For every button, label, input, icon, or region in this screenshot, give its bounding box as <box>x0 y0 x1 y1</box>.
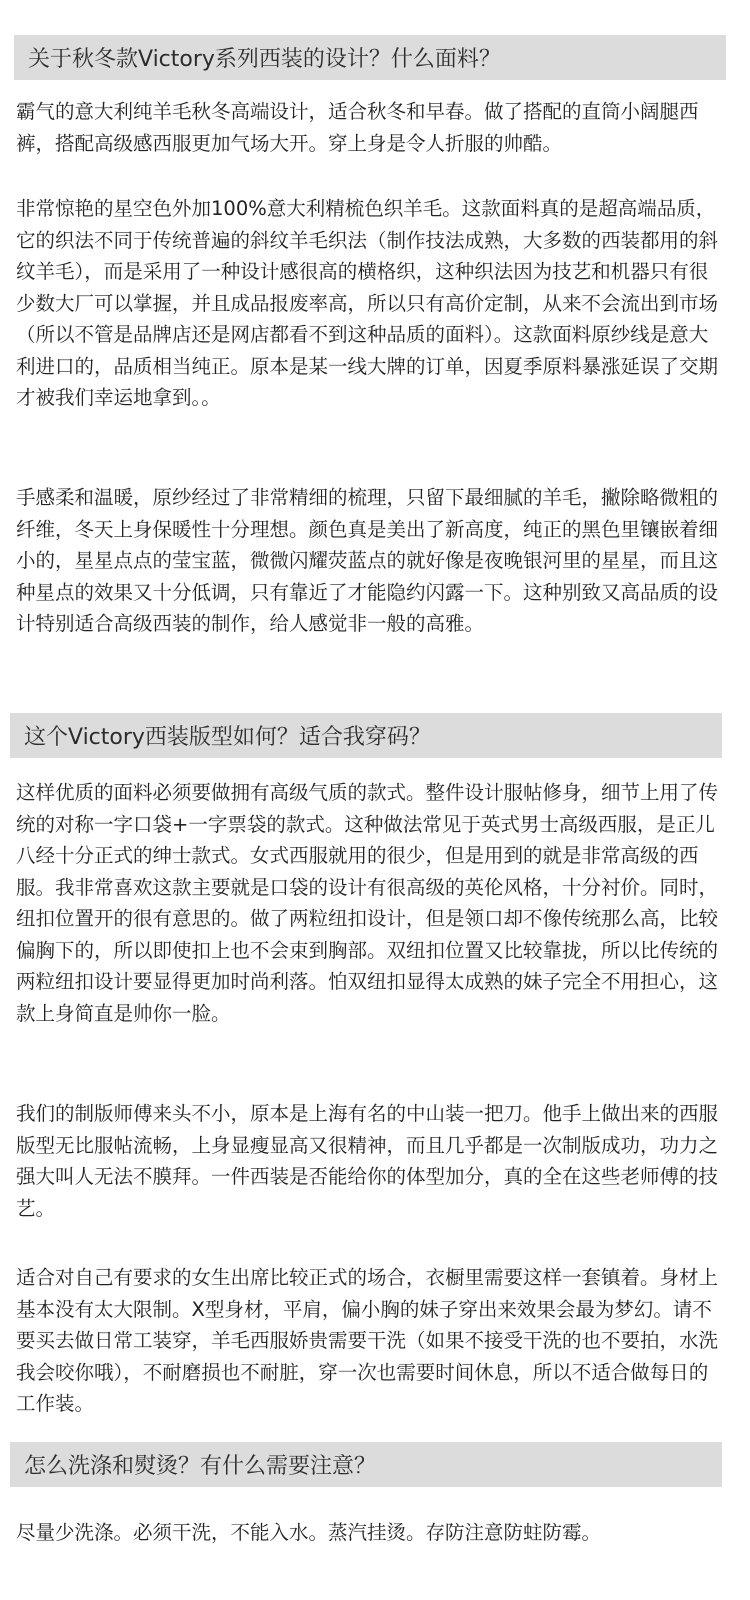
paragraph-fabric: 非常惊艳的星空色外加100%意大利精梳色织羊毛。这款面料真的是超高端品质，它的织法不同于传统普遍的斜纹羊毛织法（制作技法成熟，大多数的西装都用的斜纹羊毛），而是采用了一种设计感很高的横格织，这种织法因为技艺和机器只有很少数大厂可以掌握，并且成品报废率高，所以只有高价定制，从来不会流出到市场（所以不管是品牌店还是网店都看不到这种品质的面料）。这款面料原纱线是意大利进口的，品质相当纯正。原本是某一线大牌的订单，因夏季原料暴涨延误了交期才被我们幸运地拿到。。 <box>16 197 719 409</box>
paragraph-care-instructions: 尽量少洗涤。必须干洗，不能入水。蒸汽挂烫。存防注意防蛀防霉。 <box>16 1521 602 1544</box>
section-heading-fabric: 关于秋冬款Victory系列西装的设计？什么面料？ <box>14 35 726 80</box>
paragraph-texture-color: 手感柔和温暖，原纱经过了非常精细的梳理，只留下最细腻的羊毛，撇除略微粗的纤维，冬天上身保暖性十分理想。颜色真是美出了新高度，纯正的黑色里镶嵌着细小的，星星点点的莹宝蓝，微微闪耀荧蓝点的就好像是夜晚银河里的星星，而且这种星点的效果又十分低调，只有靠近了才能隐约闪露一下。这种别致又高品质的设计特别适合高级西装的制作，给人感觉非一般的高雅。 <box>16 486 719 635</box>
paragraph-pattern-maker: 我们的制版师傅来头不小，原本是上海有名的中山装一把刀。他手上做出来的西服版型无比服帖流畅，上身显瘦显高又很精神，而且几乎都是一次制版成功，功力之强大叫人无法不膜拜。一件西装是否能给你的体型加分，真的全在这些老师傅的技艺。 <box>16 1102 719 1220</box>
section-heading-care: 怎么洗涤和熨烫？有什么需要注意？ <box>10 1442 722 1487</box>
paragraph-suitable-for: 适合对自己有要求的女生出席比较正式的场合，衣橱里需要这样一套镇着。身材上基本没有太大限制。X型身材，平肩，偏小胸的妹子穿出来效果会最为梦幻。请不要买去做日常工装穿，羊毛西服娇贵需要干洗（如果不接受干洗的也不要拍，水洗我会咬你哦），不耐磨损也不耐脏，穿一次也需要时间休息，所以不适合做每日的工作装。 <box>16 1266 719 1415</box>
paragraph-style-details: 这样优质的面料必须要做拥有高级气质的款式。整件设计服帖修身，细节上用了传统的对称一字口袋+一字票袋的款式。这种做法常见于英式男士高级西服，是正儿八经十分正式的绅士款式。女式西服就用的很少，但是用到的就是非常高级的西服。我非常喜欢这款主要就是口袋的设计有很高级的英伦风格，十分衬价。同时，纽扣位置开的很有意思的。做了两粒纽扣设计，但是领口却不像传统那么高，比较偏胸下的，所以即使扣上也不会束到胸部。双纽扣位置又比较靠拢，所以比传统的两粒纽扣设计要显得更加时尚利落。怕双纽扣显得太成熟的妹子完全不用担心，这款上身简直是帅你一脸。 <box>16 781 719 1025</box>
paragraph-design-intro: 霸气的意大利纯羊毛秋冬高端设计，适合秋冬和早春。做了搭配的直筒小阔腿西裤，搭配高级感西服更加气场大开。穿上身是令人折服的帅酷。 <box>16 100 699 155</box>
section-heading-fit: 这个Victory西装版型如何？适合我穿码？ <box>10 713 722 758</box>
